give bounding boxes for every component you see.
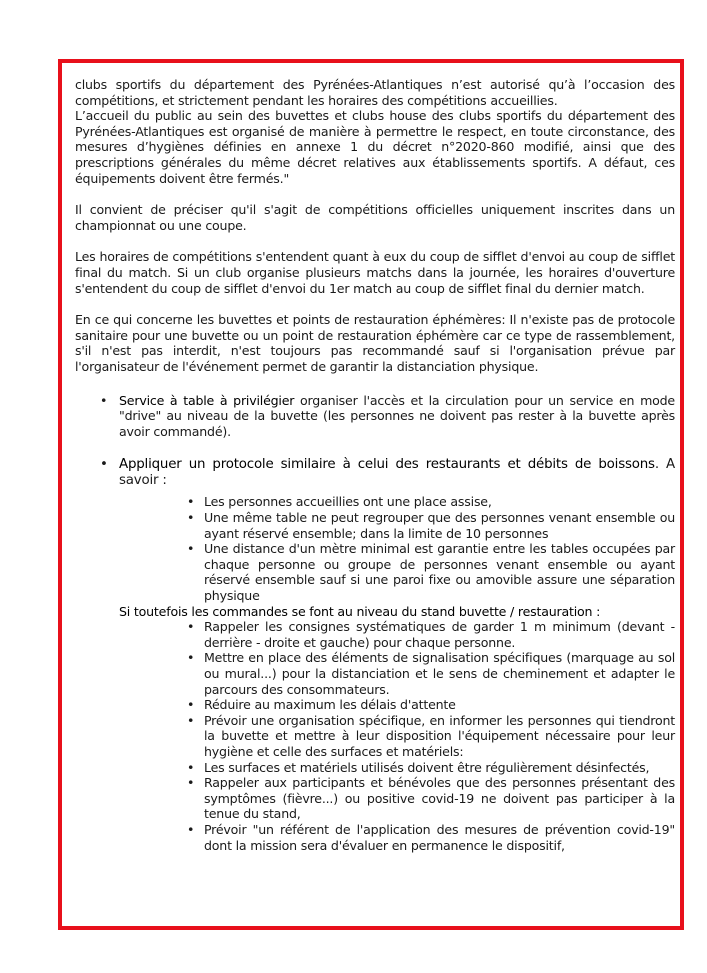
bullet-dot: • [187, 697, 195, 713]
sub-bullet-item [75, 713, 675, 760]
bullet-lead: Service à table à privilégier [119, 392, 295, 408]
spacer [75, 375, 675, 393]
subheading-stand-orders: Si toutefois les commandes se font au niveau du stand buvette / restauration : [119, 603, 601, 619]
sub-bullet-text: Mettre en place des éléments de signalisation spécifiques (marquage au sol ou mural...) pour la distanciation et le sens de cheminement et adapter le parcours des consommateurs. [204, 650, 675, 697]
bullet-dot: • [187, 619, 195, 635]
paragraph-competition-hours: Les horaires de compétitions s'entendent quant à eux du coup de sifflet d'envoi au coup de sifflet final du match. Si un club organise plusieurs matchs dans la journée, les horaires d'ouverture s'entendent du coup de sifflet d'envoi du 1er match au coup de sifflet final du dernier match. [75, 249, 675, 296]
bullet-dot: • [187, 821, 195, 837]
spacer [75, 296, 675, 312]
sub-bullet-item [75, 760, 675, 776]
sub-bullet-item [75, 775, 675, 822]
bullet-text: organiser l'accès et la circulation pour un service en mode "drive" au niveau de la buvette (les personnes ne doivent pas rester à la buvette après avoir commandé). [119, 392, 675, 439]
sub-bullet-text: Réduire au maximum les délais d'attente [204, 697, 456, 713]
sub-bullet-text: Une distance d'un mètre minimal est garantie entre les tables occupées par chaque personne ou groupe de personnes venant ensemble ou ayant réservé ensemble sauf si une paroi fixe ou amovible assure une séparation physique [204, 541, 675, 604]
sub-bullet-item [75, 541, 675, 603]
sub-bullet-text: Les surfaces et matériels utilisés doivent être régulièrement désinfectés, [204, 759, 650, 775]
sub-bullet-text: Rappeler aux participants et bénévoles que des personnes présentant des symptômes (fièvre...) ou positive covid-19 ne doivent pas participer à la tenue du stand, [204, 775, 675, 822]
paragraph-official-competitions: Il convient de préciser qu'il s'agit de compétitions officielles uniquement inscrites dans un championnat ou une coupe. [75, 202, 675, 233]
sub-bullet-item [75, 494, 675, 510]
bullet-dot: • [187, 510, 195, 526]
sub-bullet-item [75, 697, 675, 713]
bullet-dot: • [100, 392, 108, 408]
sub-bullet-item [75, 650, 675, 697]
sub-bullet-item [75, 619, 675, 650]
sub-bullet-text: Les personnes accueillies ont une place assise, [204, 494, 492, 510]
sub-bullet-text: Prévoir "un référent de l'application des mesures de prévention covid-19" dont la mission sera d'évaluer en permanence le dispositif, [204, 821, 675, 853]
bullet-dot: • [187, 759, 195, 775]
paragraph-ephemeral-buvettes: En ce qui concerne les buvettes et points de restauration éphémères: Il n'existe pas de protocole sanitaire pour une buvette ou un point de restauration éphémère car ce type de rassemblement, s'il n'est pas interdit, n'est toujours pas recommandé sauf si l'organisation prévue par l'organisateur de l'événement permet de garantir la distanciation physique. [75, 312, 675, 374]
bullet-restaurant-protocol [75, 457, 675, 488]
sub-bullet-text: Une même table ne peut regrouper que des personnes venant ensemble ou ayant réservé ensemble; dans la limite de 10 personnes [204, 510, 675, 541]
document-body [75, 77, 675, 853]
spacer [75, 439, 675, 457]
bullet-dot: • [187, 541, 195, 557]
sub-bullet-text: Rappeler les consignes systématiques de garder 1 m minimum (devant - derrière - droite et gauche) pour chaque personne. [204, 619, 675, 650]
bullet-dot: • [187, 775, 195, 791]
sub-bullet-item [75, 822, 675, 853]
bullet-table-service [75, 393, 675, 440]
bullet-dot: • [187, 712, 195, 728]
paragraph-clubs-authorization: clubs sportifs du département des Pyrénées-Atlantiques n’est autorisé qu’à l’occasion des compétitions, et strictement pendant les horaires des compétitions accueillies. [75, 77, 675, 108]
bullet-dot: • [187, 650, 195, 666]
paragraph-public-reception: L’accueil du public au sein des buvettes et clubs house des clubs sportifs du département des Pyrénées-Atlantiques est organisé de manière à permettre le respect, en toute circonstance, des mesures d’hygiènes définies en annexe 1 du décret n°2020-860 modifié, ainsi que des prescriptions générales du même décret relatives aux établissements sportifs. A défaut, ces équipements doivent être fermés." [75, 108, 675, 186]
sub-bullet-item [75, 510, 675, 541]
bullet-lead: Appliquer un protocole similaire à celui des restaurants et débits de boissons [119, 457, 655, 473]
bullet-dot: • [187, 494, 195, 510]
sub-bullet-text: Prévoir une organisation spécifique, en informer les personnes qui tiendront la buvette et mettre à leur disposition l'équipement nécessaire pour leur hygiène et celle des surfaces et matériels: [204, 712, 675, 759]
spacer [75, 186, 675, 202]
bullet-text: . A savoir : [119, 457, 675, 488]
bullet-dot: • [100, 457, 108, 473]
spacer [75, 233, 675, 249]
